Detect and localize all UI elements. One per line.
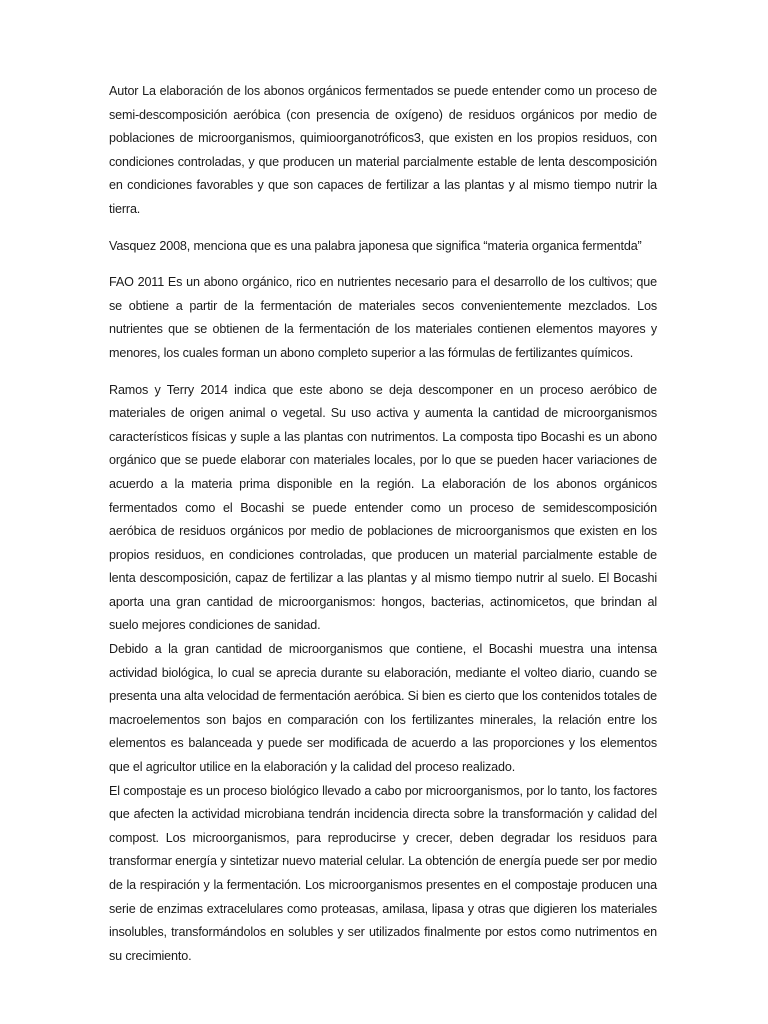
paragraph-autor: Autor La elaboración de los abonos orgánicos fermentados se puede entender como un proceso de semi-descomposición aeróbica (con presencia de oxígeno) de residuos orgánicos por medio de poblaciones de microorganismos, quimioorganotróficos3, que existen en los propios residuos, con condiciones controladas, y que producen un material parcialmente estable de lenta descomposición en condiciones favorables y que son capaces de fertilizar a las plantas y al mismo tiempo nutrir la tierra. bbox=[109, 84, 657, 216]
paragraph-bocashi-actividad: Debido a la gran cantidad de microorganismos que contiene, el Bocashi muestra una intensa actividad biológica, lo cual se aprecia durante su elaboración, mediante el volteo diario, cuando se presenta una alta velocidad de fermentación aeróbica. Si bien es cierto que los contenidos totales de macroelementos son bajos en comparación con los fertilizantes minerales, la relación entre los elementos es balanceada y puede ser modificada de acuerdo a las proporciones y los elementos que el agricultor utilice en la elaboración y la calidad del proceso realizado. bbox=[109, 642, 657, 775]
paragraph-ramos-terry: Ramos y Terry 2014 indica que este abono se deja descomponer en un proceso aeróbico de materiales de origen animal o vegetal. Su uso activa y aumenta la cantidad de microorganismos característicos físicas y suple a las plantas con nutrimentos. La composta tipo Bocashi es un abono orgánico que se puede elaborar con materiales locales, por lo que se pueden hacer variaciones de acuerdo a la materia prima disponible en la región. La elaboración de los abonos orgánicos fermentados como el Bocashi se puede entender como un proceso de semidescomposición aeróbica de residuos orgánicos por medio de poblaciones de microorganismos que existen en los propios residuos, en condiciones controladas, que producen un material parcialmente estable de lenta descomposición, capaz de fertilizar a las plantas y al mismo tiempo nutrir al suelo. El Bocashi aporta una gran cantidad de microorganismos: hongos, bacterias, actinomicetos, que brindan al suelo mejores condiciones de sanidad. bbox=[109, 382, 657, 633]
document-body bbox=[109, 80, 657, 968]
paragraph-vasquez: Vasquez 2008, menciona que es una palabra japonesa que significa “materia organica fermentda” bbox=[109, 238, 642, 253]
paragraph-fao: FAO 2011 Es un abono orgánico, rico en nutrientes necesario para el desarrollo de los cultivos; que se obtiene a partir de la fermentación de materiales secos convenientemente mezclados. Los nutrientes que se obtienen de la fermentación de los materiales contienen elementos mayores y menores, los cuales forman un abono completo superior a las fórmulas de fertilizantes químicos. bbox=[109, 275, 657, 360]
paragraph-compostaje: El compostaje es un proceso biológico llevado a cabo por microorganismos, por lo tanto, los factores que afecten la actividad microbiana tendrán incidencia directa sobre la transformación y calidad del compost. Los microorganismos, para reproducirse y crecer, deben degradar los residuos para transformar energía y sintetizar nuevo material celular. La obtención de energía puede ser por medio de la respiración y la fermentación. Los microorganismos presentes en el compostaje producen una serie de enzimas extracelulares como proteasas, amilasa, lipasa y otras que digieren los materiales insolubles, transformándolos en solubles y ser utilizados finalmente por estos como nutrimentos en su crecimiento. bbox=[109, 783, 657, 963]
